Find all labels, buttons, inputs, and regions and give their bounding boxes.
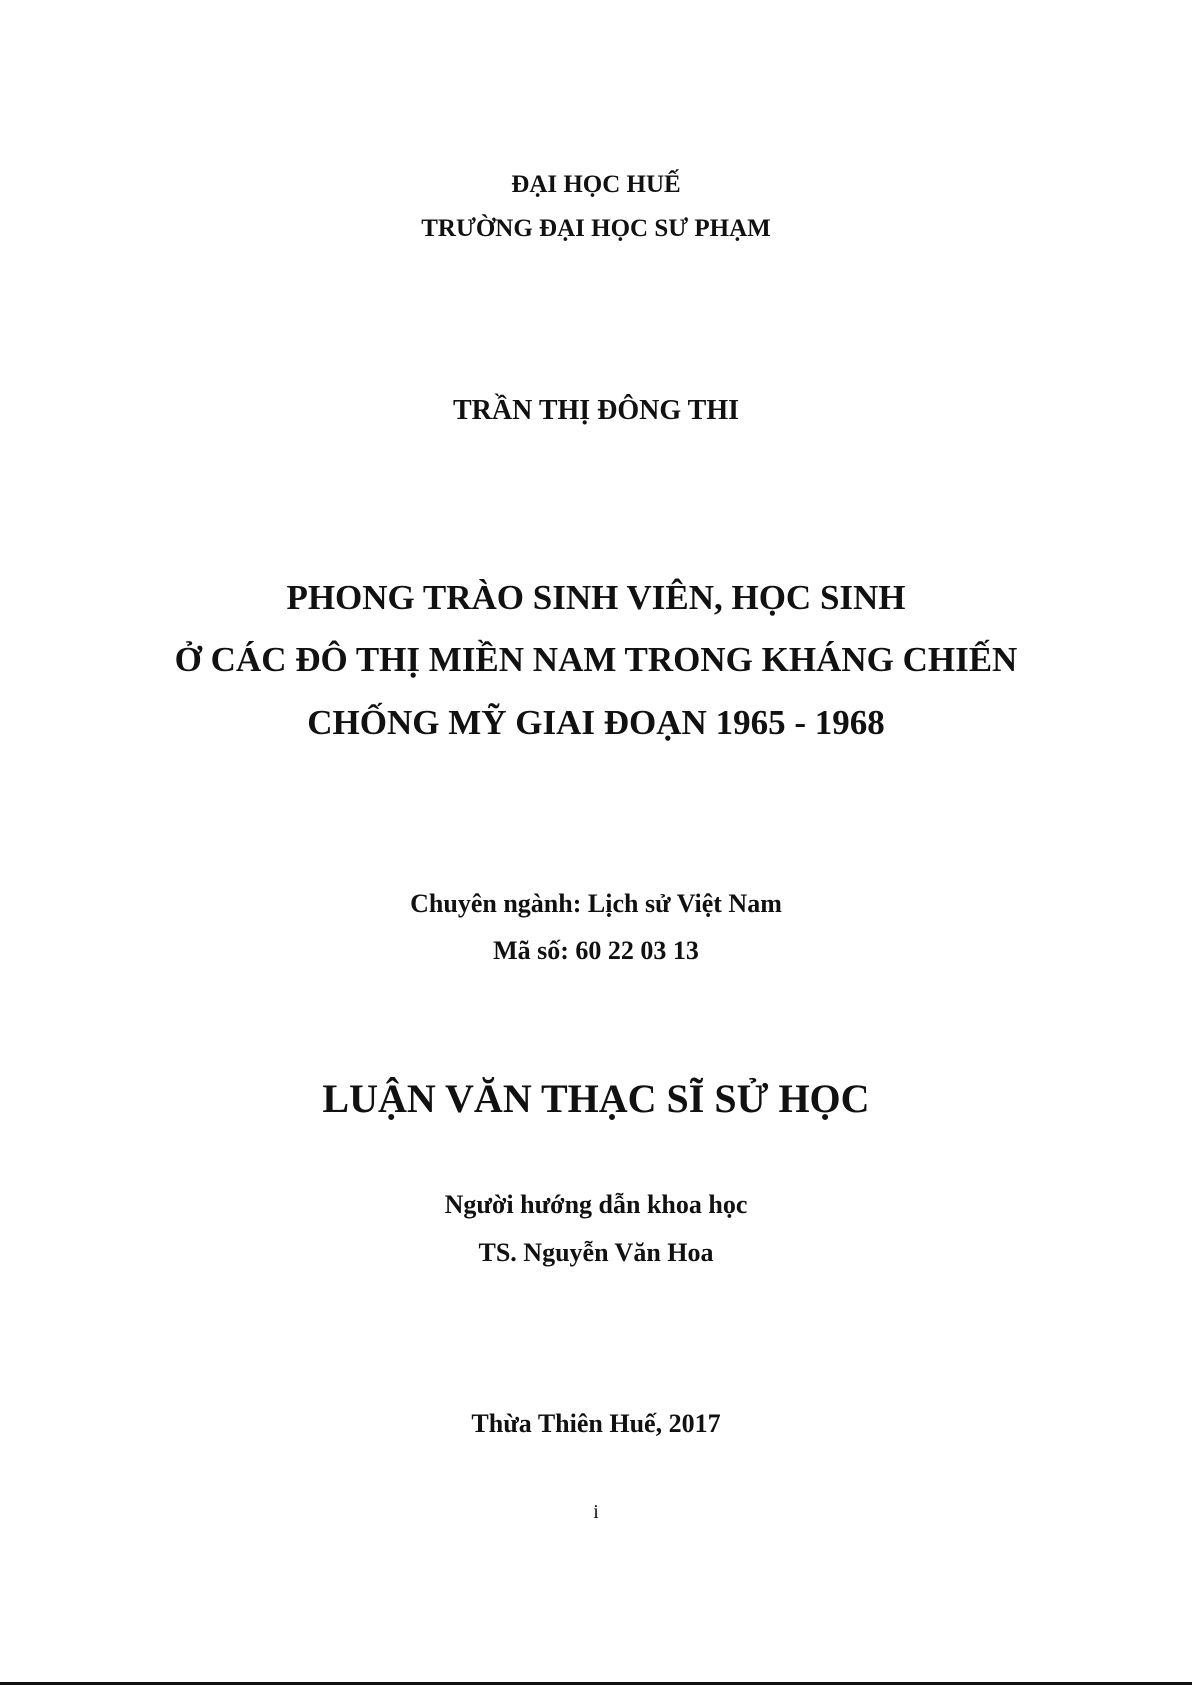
author-name: TRẦN THỊ ĐÔNG THI [452,395,740,426]
thesis-title-line-1: PHONG TRÀO SINH VIÊN, HỌC SINH [286,578,906,617]
page-number: i [593,1501,599,1523]
supervisor-name: TS. Nguyễn Văn Hoa [478,1238,714,1267]
degree-title: LUẬN VĂN THẠC SĨ SỬ HỌC [322,1076,870,1121]
supervisor-label: Người hướng dẫn khoa học [444,1190,748,1219]
major-code: Mã số: 60 22 03 13 [493,936,699,965]
thesis-title-line-3: CHỐNG MỸ GIAI ĐOẠN 1965 - 1968 [307,703,885,742]
place-and-year: Thừa Thiên Huế, 2017 [471,1409,721,1438]
school-name: TRƯỜNG ĐẠI HỌC SƯ PHẠM [421,215,771,242]
university-name: ĐẠI HỌC HUẾ [511,171,681,198]
specialization: Chuyên ngành: Lịch sử Việt Nam [410,889,782,918]
thesis-title-line-2: Ở CÁC ĐÔ THỊ MIỀN NAM TRONG KHÁNG CHIẾN [174,640,1018,679]
